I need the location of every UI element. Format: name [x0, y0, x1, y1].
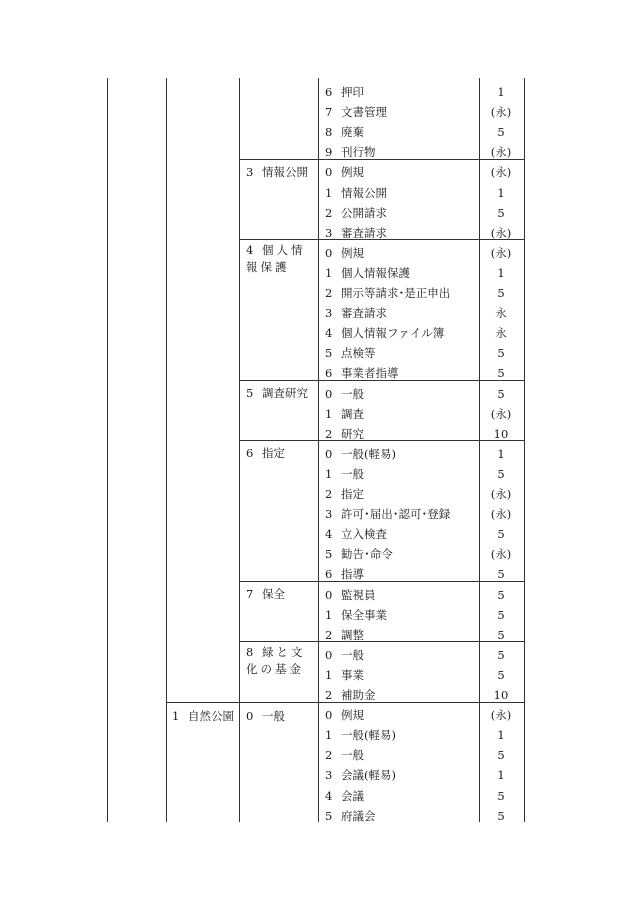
- table-row-item: [325, 343, 376, 363]
- table-row-item: [325, 323, 444, 343]
- retention-period: 10: [493, 688, 509, 702]
- table-row-item: [325, 183, 387, 203]
- item-code: 1: [325, 406, 333, 421]
- item-name: 公開請求: [341, 205, 387, 220]
- retention-period: 5: [497, 748, 505, 763]
- retention-period: 5: [497, 386, 505, 401]
- mid-category-code: 3: [246, 165, 254, 179]
- retention-period: 5: [497, 627, 505, 642]
- item-name: 調査: [341, 406, 364, 421]
- table-row-item: [325, 363, 399, 383]
- item-code: 7: [325, 105, 333, 120]
- mid-category-name: 情報公開: [262, 165, 308, 179]
- table-row-item: [325, 283, 450, 303]
- mid-category-name: 保全: [262, 587, 285, 601]
- item-code: 2: [325, 688, 333, 702]
- table-row-item: [325, 162, 364, 182]
- table-row-item: [325, 263, 410, 283]
- retention-period: 永: [495, 306, 507, 321]
- table-row-item: [325, 625, 364, 645]
- item-name: 文書管理: [341, 105, 387, 120]
- item-name: 廃棄: [341, 125, 364, 140]
- item-code: 0: [325, 446, 333, 461]
- item-name: 許可･届出･認可･登録: [341, 507, 451, 522]
- table-row-item: [325, 665, 364, 685]
- item-name: 補助金: [341, 688, 376, 702]
- retention-period: (永): [490, 487, 512, 501]
- item-name: 情報公開: [341, 185, 387, 200]
- retention-period: 5: [497, 808, 505, 823]
- retention-period: 5: [497, 527, 505, 542]
- table-row-item: [325, 424, 364, 444]
- item-name: 点検等: [341, 346, 376, 361]
- table-row-item: [325, 243, 364, 263]
- table-column-line: [524, 78, 525, 822]
- item-name: 事業者指導: [341, 366, 399, 381]
- item-code: 5: [325, 808, 333, 823]
- item-code: 1: [325, 607, 333, 622]
- table-column-line: [239, 78, 240, 822]
- mid-category: [246, 706, 285, 726]
- table-row-item: [325, 765, 396, 785]
- retention-period: 1: [497, 85, 505, 99]
- retention-period: 5: [497, 607, 505, 622]
- retention-period: 5: [497, 567, 505, 582]
- item-code: 0: [325, 245, 333, 260]
- table-row-item: [325, 444, 396, 464]
- retention-period: (永): [490, 245, 512, 260]
- retention-period: (永): [490, 507, 512, 522]
- table-row-item: [325, 82, 364, 102]
- table-row-item: [325, 564, 364, 584]
- mid-category-name: 一般: [262, 709, 285, 723]
- retention-period: (永): [490, 105, 512, 120]
- retention-period: 5: [497, 466, 505, 481]
- retention-period: (永): [490, 406, 512, 421]
- item-name: 府議会: [341, 808, 376, 823]
- item-name: 事業: [341, 667, 364, 682]
- item-name: 審査請求: [341, 306, 387, 321]
- item-code: 2: [325, 627, 333, 642]
- item-code: 2: [325, 286, 333, 300]
- item-name: 例規: [341, 165, 364, 180]
- retention-period: 1: [497, 185, 505, 200]
- item-code: 2: [325, 205, 333, 220]
- item-name: 一般: [341, 386, 364, 401]
- item-code: 3: [325, 507, 333, 522]
- retention-period: (永): [490, 225, 512, 240]
- table-row-item: [325, 102, 387, 122]
- retention-period: 5: [497, 788, 505, 803]
- mid-category-name: 個人情報保護: [246, 243, 306, 274]
- retention-period: 1: [497, 728, 505, 743]
- item-name: 一般(軽易): [341, 728, 396, 743]
- item-name: 押印: [341, 85, 364, 99]
- mid-category-code: 7: [246, 587, 254, 601]
- mid-category: [246, 383, 308, 403]
- retention-period: (永): [490, 165, 512, 180]
- item-name: 例規: [341, 708, 364, 723]
- item-name: 審査請求: [341, 225, 387, 240]
- mid-category-name: 指定: [262, 446, 285, 460]
- item-code: 3: [325, 306, 333, 321]
- mid-category: [246, 584, 285, 604]
- table-row-item: [325, 806, 376, 826]
- table-row-item: [325, 122, 364, 142]
- table-row-item: [325, 484, 364, 504]
- retention-period: 1: [497, 265, 505, 280]
- item-name: 保全事業: [341, 607, 387, 622]
- table-column-line: [107, 78, 108, 822]
- table-row-item: [325, 786, 364, 806]
- item-code: 3: [325, 768, 333, 783]
- item-code: 4: [325, 527, 333, 542]
- item-name: 一般: [341, 647, 364, 662]
- table-row-item: [325, 384, 364, 404]
- retention-period: 5: [497, 205, 505, 220]
- table-row-item: [325, 504, 450, 524]
- item-code: 1: [325, 185, 333, 200]
- table-row-item: [325, 203, 387, 223]
- table-row-item: [325, 645, 364, 665]
- table-row-item: [325, 544, 393, 564]
- retention-period: 5: [497, 587, 505, 602]
- item-name: 指導: [341, 567, 364, 582]
- item-code: 5: [325, 346, 333, 361]
- mid-category-name: 緑と文化の基金: [246, 645, 306, 676]
- table-row-item: [325, 685, 376, 705]
- item-name: 開示等請求･是正申出: [341, 286, 451, 300]
- retention-period: 10: [493, 426, 509, 441]
- item-code: 1: [325, 728, 333, 743]
- table-row-item: [325, 404, 364, 424]
- item-name: 例規: [341, 245, 364, 260]
- item-code: 6: [325, 85, 333, 99]
- table-row-item: [325, 303, 387, 323]
- mid-category-code: 5: [246, 386, 254, 400]
- table-row-item: [325, 223, 387, 243]
- mid-category: [246, 443, 285, 463]
- retention-period: 5: [497, 366, 505, 381]
- mid-category-code: 4: [246, 243, 254, 257]
- item-name: 会議: [341, 788, 364, 803]
- item-name: 指定: [341, 487, 364, 501]
- item-code: 6: [325, 366, 333, 381]
- item-name: 個人情報ファイル簿: [341, 326, 445, 341]
- table-row-item: [325, 524, 387, 544]
- item-code: 1: [325, 265, 333, 280]
- item-code: 6: [325, 567, 333, 582]
- retention-period: 1: [497, 446, 505, 461]
- table-column-line: [166, 78, 167, 822]
- mid-category-name: 調査研究: [262, 386, 308, 400]
- table-column-line: [318, 78, 319, 822]
- table-row-item: [325, 705, 364, 725]
- mid-category-code: 8: [246, 645, 254, 659]
- item-name: 一般: [341, 466, 364, 481]
- item-name: 研究: [341, 426, 364, 441]
- retention-period: 5: [497, 667, 505, 682]
- item-name: 刊行物: [341, 145, 376, 160]
- item-code: 1: [325, 466, 333, 481]
- retention-period: 5: [497, 346, 505, 361]
- table-column-line: [479, 78, 480, 822]
- item-name: 一般: [341, 748, 364, 763]
- mid-category: [246, 162, 308, 182]
- item-name: 会議(軽易): [341, 768, 396, 783]
- item-code: 5: [325, 547, 333, 562]
- retention-period: (永): [490, 547, 512, 562]
- item-name: 個人情報保護: [341, 265, 410, 280]
- item-code: 3: [325, 225, 333, 240]
- table-row-item: [325, 142, 376, 162]
- table-row-item: [325, 585, 376, 605]
- major-category: [172, 706, 234, 726]
- table-row-item: [325, 725, 396, 745]
- item-code: 0: [325, 708, 333, 723]
- table-row-item: [325, 605, 387, 625]
- mid-category: [246, 242, 312, 276]
- retention-period: 5: [497, 647, 505, 662]
- retention-period: 永: [495, 326, 507, 341]
- item-code: 2: [325, 748, 333, 763]
- mid-category-code: 0: [246, 709, 254, 723]
- mid-category: [246, 644, 312, 678]
- retention-period: 1: [497, 768, 505, 783]
- retention-period: (永): [490, 145, 512, 160]
- item-code: 2: [325, 426, 333, 441]
- item-code: 9: [325, 145, 333, 160]
- item-code: 0: [325, 386, 333, 401]
- item-name: 調整: [341, 627, 364, 642]
- item-code: 0: [325, 165, 333, 180]
- item-code: 4: [325, 326, 333, 341]
- item-code: 1: [325, 667, 333, 682]
- item-code: 8: [325, 125, 333, 140]
- major-category-code: 1: [172, 709, 180, 723]
- item-name: 勧告･命令: [341, 547, 393, 562]
- retention-period: (永): [490, 708, 512, 723]
- retention-period: 5: [497, 125, 505, 140]
- table-row-item: [325, 745, 364, 765]
- major-category-name: 自然公園: [188, 709, 234, 723]
- item-code: 4: [325, 788, 333, 803]
- table-row-item: [325, 464, 364, 484]
- retention-period: 5: [497, 286, 505, 300]
- item-code: 0: [325, 647, 333, 662]
- item-code: 0: [325, 587, 333, 602]
- item-name: 監視員: [341, 587, 376, 602]
- item-code: 2: [325, 487, 333, 501]
- mid-category-code: 6: [246, 446, 254, 460]
- item-name: 立入検査: [341, 527, 387, 542]
- item-name: 一般(軽易): [341, 446, 396, 461]
